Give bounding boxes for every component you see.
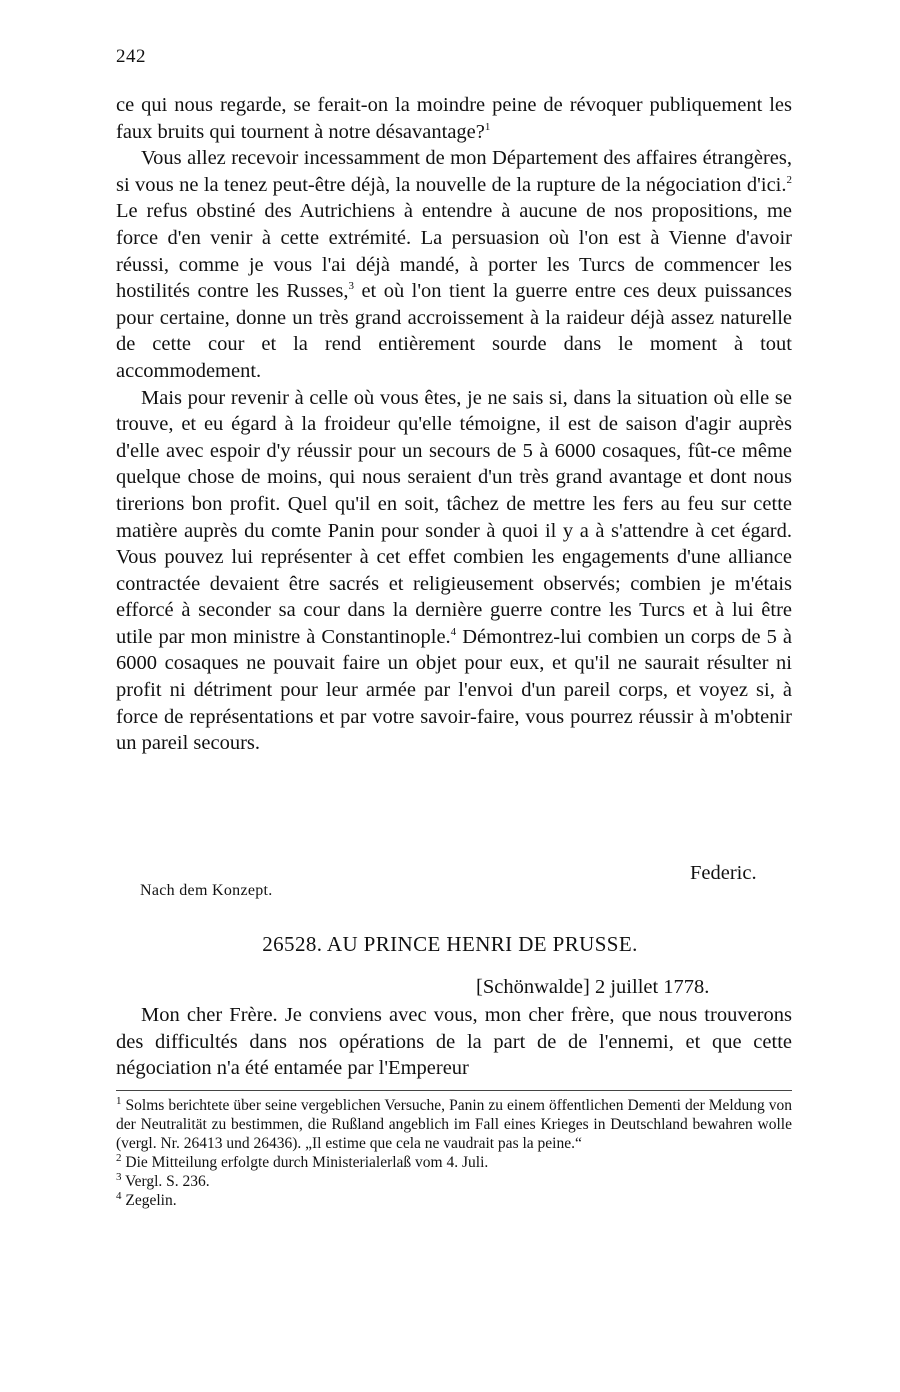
footnote-text: Die Mitteilung erfolgte durch Ministerialerlaß vom 4. Juli. <box>125 1154 489 1171</box>
footnote-marker: 2 <box>786 173 792 186</box>
paragraph-text: Vous allez recevoir incessamment de mon Département des affaires étrangères, si vous ne la tenez peut-être déjà, la nouvelle de la rupture de la négociation d'ici. <box>116 147 792 196</box>
footnote <box>116 1153 792 1172</box>
page-number: 242 <box>116 46 146 67</box>
footnote-text: Solms berichtete über seine vergeblichen Versuche, Panin zu einem öffentlichen Dementi der Meldung von der Neutralität zu bestimmen, die Rußland angeblich im Fall eines Krieges in Deutschland bewahren wolle (vergl. Nr. 26413 und 26436). „Il estime que cela ne vaudrait pas la peine.“ <box>116 1097 793 1152</box>
footnote-text: Vergl. S. 236. <box>125 1173 210 1190</box>
footnote-number: 2 <box>116 1151 122 1164</box>
paragraph <box>116 92 792 145</box>
footnote <box>116 1096 792 1153</box>
letter-body: Mon cher Frère. Je conviens avec vous, mon cher frère, que nous trouverons des difficultés dans nos opérations de la part de de l'ennemi, et que cette négociation n'a été entamée par l'Empereur <box>116 1004 792 1080</box>
footnotes <box>116 1096 792 1210</box>
footnote-marker: 1 <box>484 120 491 133</box>
paragraph-text: Mais pour revenir à celle où vous êtes, je ne sais si, dans la situation où elle se trouve, et eu égard à la froideur qu'elle témoigne, il est de saison d'agir auprès d'elle avec espoir d'y réussir pour un secours de 5 à 6000 cosaques, fût-ce même quelque chose de moins, qui nous seraient d'un très grand avantage et dont nous tirerions bon profit. Quel qu'il en soit, tâchez de mettre les fers au feu sur cette matière auprès du comte Panin pour sonder à quoi il y a à s'attendre à cet égard. Vous pouvez lui représenter à cet effet combien les engagements d'une alliance contractée devaient être sacrés et religieusement observés; combien je m'étais efforcé à seconder sa cour dans la dernière guerre contre les Turcs et à lui être utile par mon ministre à Constantinople. <box>116 386 792 648</box>
source-note: Nach dem Konzept. <box>140 882 273 899</box>
letter-text <box>116 92 792 757</box>
paragraph-text: et où l'on tient la guerre entre ces deux puissances pour certaine, donne un très grand accroissement à la raideur déjà assez naturelle de cette cour et la rend entièrement sourde dans le moment à tout accommodement. <box>116 280 793 382</box>
paragraph-text: Le refus obstiné des Autrichiens à entendre à aucune de nos propositions, me force d'en venir à cette extrémité. La persuasion où l'on est à Vienne d'avoir réussi, comme je vous l'ai déjà mandé, à porter les Turcs de commencer les hostilités contre les Russes, <box>116 200 792 303</box>
footnote <box>116 1191 792 1210</box>
dateline: [Schönwalde] 2 juillet 1778. <box>476 976 710 998</box>
signature: Federic. <box>690 862 757 884</box>
footnote-marker: 3 <box>348 280 354 293</box>
footnote-divider <box>116 1090 792 1091</box>
footnote-number: 3 <box>116 1170 122 1183</box>
paragraph-text: Démontrez-lui combien un corps de 5 à 6000 cosaques ne pouvait faire un objet pour eux, et qu'il ne saurait résulter ni profit ni détriment pour leur armée par l'envoi d'un pareil corps, et voyez si, à force de représentations et par votre savoir-faire, vous pourrez réussir à m'obtenir un pareil secours. <box>116 625 792 755</box>
footnote-marker: 4 <box>450 626 457 639</box>
paragraph <box>116 145 792 384</box>
footnote-number: 1 <box>116 1094 122 1107</box>
footnote-number: 4 <box>116 1189 122 1202</box>
footnote <box>116 1172 792 1191</box>
paragraph-text: ce qui nous regarde, se ferait-on la moindre peine de révoquer publiquement les faux bruits qui tournent à notre désavantage? <box>116 94 792 143</box>
letter-heading: 26528. AU PRINCE HENRI DE PRUSSE. <box>262 932 638 956</box>
footnote-text: Zegelin. <box>125 1192 177 1209</box>
paragraph <box>116 385 792 757</box>
